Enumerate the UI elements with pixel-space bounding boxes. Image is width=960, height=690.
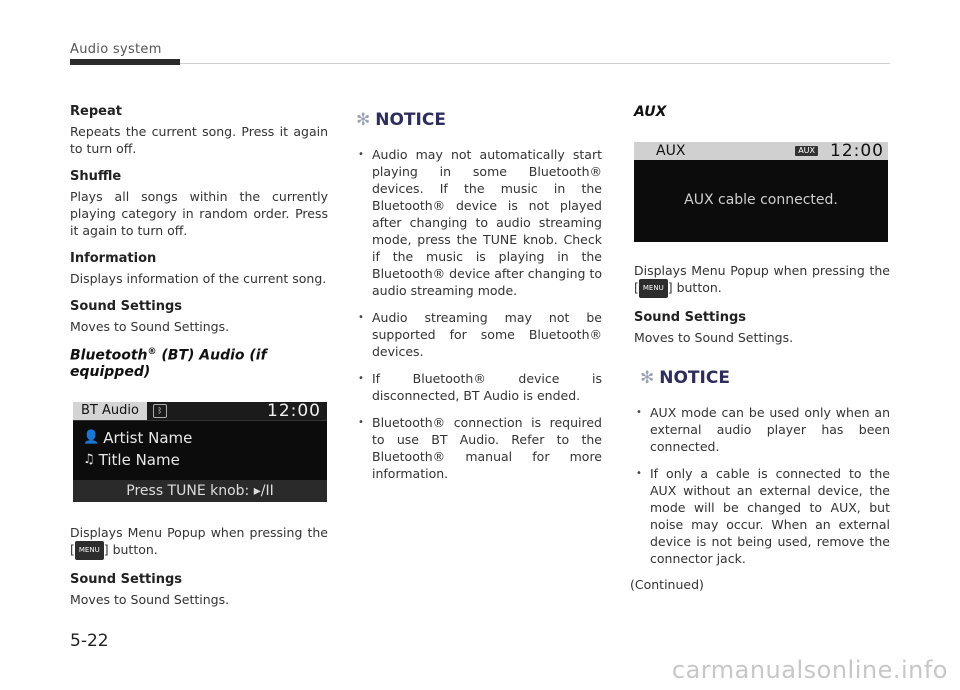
bt-sound-settings-text: Moves to Sound Settings.: [70, 591, 230, 607]
bt-heading-bluetooth: Bluetooth: [70, 347, 148, 364]
sound-settings-text: Moves to Sound Settings.: [70, 319, 230, 334]
bt-screen-topbar: [73, 402, 327, 421]
continued-label: (Continued): [630, 577, 704, 592]
header-section-title: Audio system: [70, 42, 162, 57]
aux-sound-settings-text: Moves to Sound Settings.: [634, 330, 794, 345]
bluetooth-icon: ᛒ: [153, 404, 167, 418]
shuffle-heading: Shuffle: [70, 169, 122, 184]
shuffle-text: Plays all songs within the currently playing category in random order. Press it again to turn off.: [70, 189, 328, 238]
bt-screen-label: BT Audio: [73, 402, 147, 420]
aux-notice-item: • If only a cable is connected to the AUX without an external device, the mode will be changed to AUX, but noise may occur. When an external device is not being used, remove the connector jack.: [634, 465, 890, 567]
music-note-icon: ♫: [83, 451, 95, 467]
bt-sound-settings-heading: Sound Settings: [70, 571, 182, 587]
aux-heading: AUX: [634, 104, 667, 120]
bt-menu-text: [70, 524, 328, 560]
aux-menu-text: [634, 262, 890, 298]
aux-badge: AUX: [795, 146, 818, 156]
column-middle: [356, 110, 602, 492]
column-left: [70, 104, 328, 620]
bt-screen-bottom-hint: Press TUNE knob: ▸/II: [73, 480, 327, 502]
notice-item: • Audio may not automatically start playing in some Bluetooth® devices. If the music in the Bluetooth® device is not played after changing to audio streaming mode, press the TUNE knob. Check if the music is playing in the Bluetooth® device after changing to audio streaming mode.: [356, 146, 602, 299]
notice-item: • Audio streaming may not be supported for some Bluetooth® devices.: [356, 309, 602, 360]
bt-title-row: [73, 449, 327, 471]
notice-item: • If Bluetooth® device is disconnected, BT Audio is ended.: [356, 370, 602, 404]
aux-screen-topbar: [634, 142, 888, 160]
asterisk-icon: ✻: [356, 110, 371, 130]
page-number: 5-22: [70, 631, 109, 651]
information-text: Displays information of the current song.: [70, 271, 327, 286]
aux-notice-item: • AUX mode can be used only when an external audio player has been connected.: [634, 404, 890, 455]
bt-audio-screen: [73, 402, 327, 502]
aux-notice-list: [634, 404, 890, 567]
asterisk-icon: ✻: [640, 368, 655, 388]
bt-artist-row: [73, 427, 327, 449]
bt-heading-rest: (BT) Audio (if equipped): [70, 347, 267, 380]
aux-menu-text-pre: Displays Menu Popup when pressing the [: [634, 263, 890, 295]
bt-menu-text-pre: Displays Menu Popup when pressing the [: [70, 524, 328, 557]
aux-notice-heading: [640, 368, 890, 388]
person-icon: 👤: [83, 429, 100, 445]
aux-screen-label: AUX: [656, 143, 686, 159]
aux-menu-text-post: ] button.: [667, 280, 722, 295]
bt-title-name: Title Name: [98, 450, 180, 469]
menu-key-icon: MENU: [639, 279, 668, 298]
bt-menu-text-post: ] button.: [103, 541, 158, 557]
notice-item: • Bluetooth® connection is required to use BT Audio. Refer to the Bluetooth® manual for more information.: [356, 414, 602, 482]
aux-screen-clock: 12:00: [830, 141, 884, 161]
notice-list: [356, 146, 602, 482]
bt-audio-heading: [70, 347, 328, 380]
bt-screen-clock: 12:00: [267, 400, 321, 421]
aux-screen: [634, 142, 888, 242]
aux-sound-settings-heading: Sound Settings: [634, 310, 746, 325]
header-bar: [70, 59, 180, 65]
notice-heading: [356, 110, 602, 130]
information-heading: Information: [70, 251, 157, 266]
repeat-heading: Repeat: [70, 104, 122, 119]
aux-screen-message: AUX cable connected.: [684, 192, 838, 208]
bt-artist-name: Artist Name: [103, 428, 193, 447]
header-rule: [180, 63, 890, 64]
sound-settings-heading: Sound Settings: [70, 299, 182, 314]
watermark: carmanualsonline.info: [671, 656, 948, 684]
column-right: [630, 104, 890, 592]
bt-heading-registered: ®: [147, 347, 157, 357]
notice-title: NOTICE: [375, 110, 446, 130]
menu-key-icon: MENU: [75, 541, 104, 560]
repeat-text: Repeats the current song. Press it again to turn off.: [70, 124, 328, 156]
aux-notice-title: NOTICE: [659, 368, 730, 388]
